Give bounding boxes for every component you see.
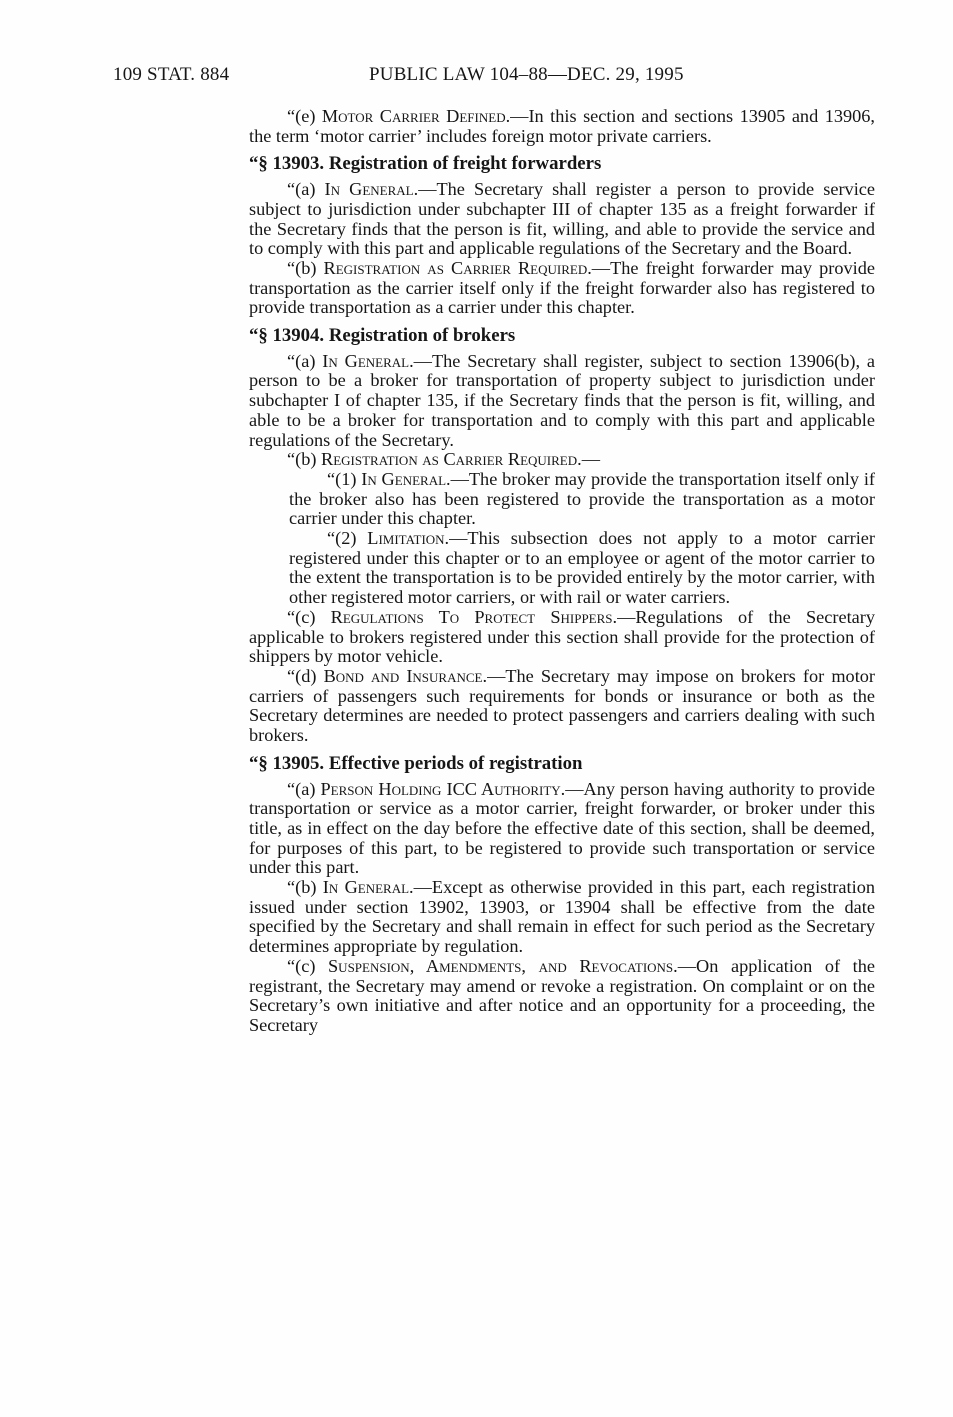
section-13905-heading: “§ 13905. Effective periods of registration	[249, 752, 583, 774]
s13904-b: “(b) Registration as Carrier Required.—	[287, 449, 600, 470]
running-title: PUBLIC LAW 104–88—DEC. 29, 1995	[369, 64, 684, 85]
s13904-d: “(d) Bond and Insurance.—The Secretary may impose on brokers for motor carriers of passengers such requirements for bonds or insurance or both as the Secretary determines are needed to protect passengers and carriers dealing with such brokers.	[249, 665, 876, 746]
page-header	[113, 64, 873, 88]
s13903-a: “(a) In General.—The Secretary shall register a person to provide service subject to jurisdiction under subchapter III of chapter 135 as a freight forwarder if the Secretary finds that the person is fit, willing, and able to provide the service and to comply with this part and applicable regulations of the Secretary and the Board.	[249, 179, 875, 259]
section-13904-heading: “§ 13904. Registration of brokers	[249, 325, 516, 347]
s13905-b: “(b) In General.—Except as otherwise provided in this part, each registration issued under section 13902, 13903, or 13904 shall be effective from the date specified by the Secretary and shall remain in effect for such period as the Secretary determines appropriate by regulation.	[249, 877, 875, 957]
section-13903-heading: “§ 13903. Registration of freight forwarders	[249, 153, 602, 175]
s13904-a: “(a) In General.—The Secretary shall register, subject to section 13906(b), a person to be a broker for transportation of property subject to jurisdiction under subchapter I of chapter 135, if the Secretary finds that the person is fit, willing, and able to be a broker for transportation and to comply with this part and applicable regulations of the Secretary.	[249, 350, 875, 450]
s13904-b-1: “(1) In General.—The broker may provide the transportation itself only if the broker also has been registered to provide the transportation as a motor carrier under this chapter.	[289, 468, 875, 529]
body-text	[249, 107, 875, 1036]
subsec-e-motor-carrier: “(e) Motor Carrier Defined.—In this section and sections 13905 and 13906, the term ‘motor carrier’ includes foreign motor private carriers.	[249, 106, 875, 146]
s13905-c: “(c) Suspension, Amendments, and Revocations.—On application of the registrant, the Secretary may amend or revoke a registration. On complaint or on the Secretary’s own initiative and after notice and an opportunity for a proceeding, the Secretary	[249, 955, 875, 1035]
s13903-b: “(b) Registration as Carrier Required.—The freight forwarder may provide transportation as the carrier itself only if the freight forwarder also has registered to provide transportation as a carrier under this chapter.	[249, 257, 875, 318]
statute-page-number: 109 STAT. 884	[113, 64, 230, 85]
s13904-c: “(c) Regulations To Protect Shippers.—Regulations of the Secretary applicable to brokers registered under this section shall provide for the protection of shippers by motor vehicle.	[249, 606, 875, 667]
s13905-a: “(a) Person Holding ICC Authority.—Any person having authority to provide transportation or service as a motor carrier, freight forwarder, or broker under this title, as in effect on the day before the effective date of this section, shall be deemed, for purposes of this part, to be registered to provide such transportation or service under this part.	[249, 778, 875, 878]
s13904-b-2: “(2) Limitation.—This subsection does not apply to a motor carrier registered under this chapter or to an employee or agent of the motor carrier to the extent the transportation is to be provided entirely by the motor carrier, with other registered motor carriers, or with rail or water carriers.	[289, 528, 875, 608]
